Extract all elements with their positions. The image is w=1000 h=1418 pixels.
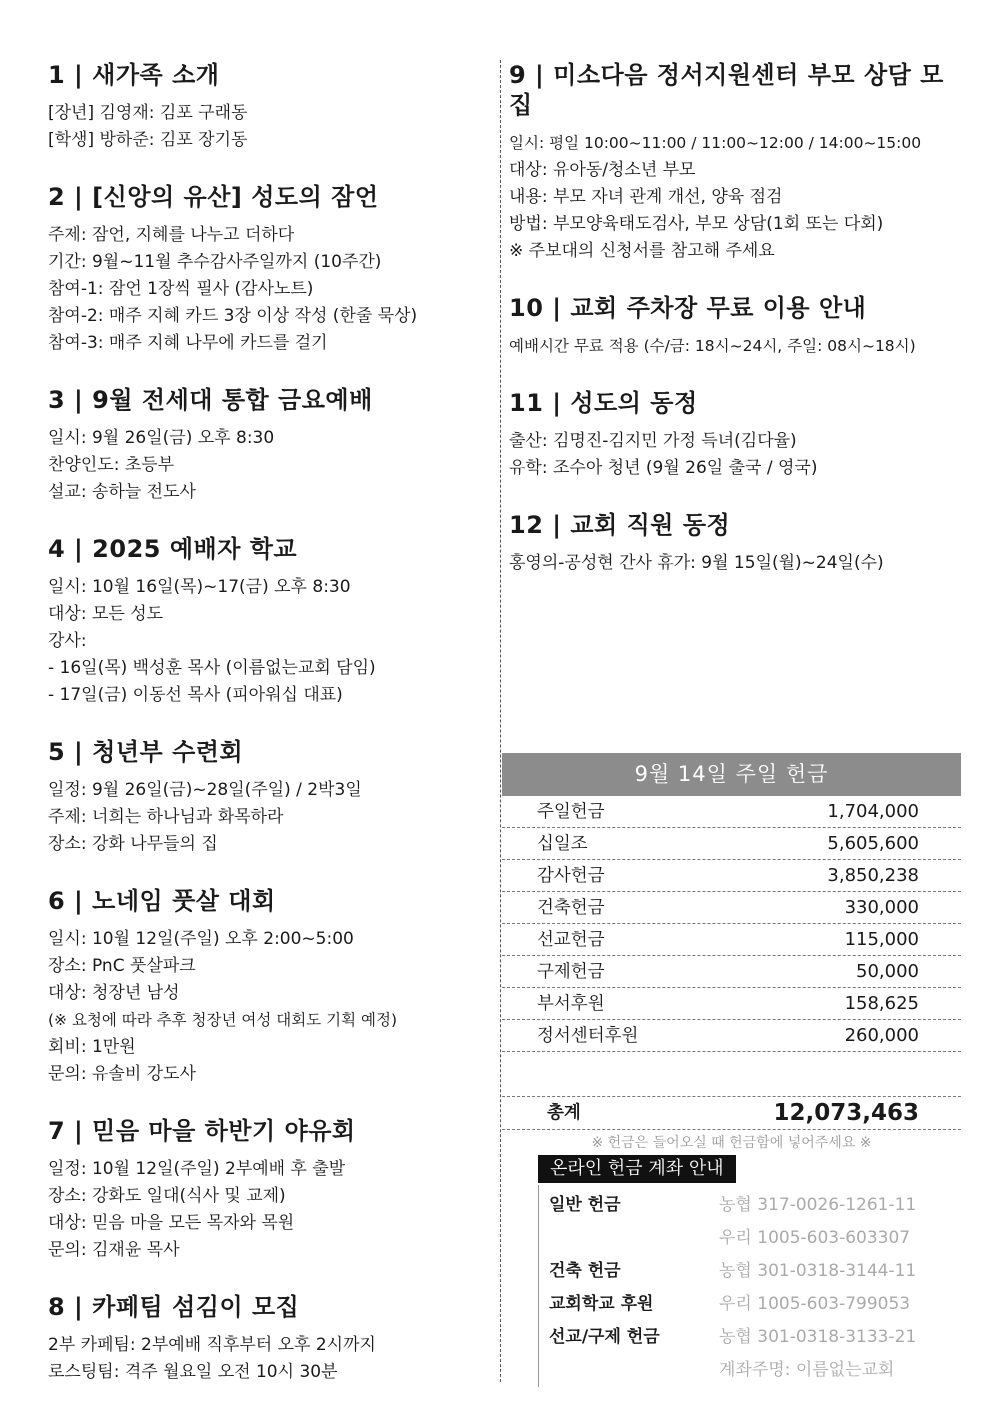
online-offering-accounts [538,1155,958,1387]
offering-value: 260,000 [844,1025,919,1046]
offering-title: 9월 14일 주일 헌금 [502,753,961,796]
account-label: 건축 헌금 [549,1261,621,1281]
account-number: 농협 317-0026-1261-11 [719,1195,917,1215]
section-title: 2 | [신앙의 유산] 성도의 잠언 [48,183,379,211]
account-number: 우리 1005-603-799053 [719,1294,911,1314]
section-title: 3 | 9월 전세대 통합 금요예배 [48,386,373,414]
section-member-news [509,388,961,482]
right-column [509,60,961,605]
section-line: 일시: 평일 10:00~11:00 / 11:00~12:00 / 14:00~15:00 [509,134,922,152]
account-label [539,1354,719,1387]
offering-value: 5,605,600 [827,833,919,854]
section-line: 대상: 모든 성도 [48,604,164,624]
offering-row [502,989,961,1020]
offering-value: 1,704,000 [827,801,919,822]
offering-row [502,1021,961,1052]
section-line: 장소: 강화 나무들의 집 [48,834,218,854]
section-title: 5 | 청년부 수련회 [48,738,244,766]
offering-note: ※ 헌금은 들어오실 때 헌금함에 넣어주세요 ※ [591,1135,872,1151]
offering-label: 건축헌금 [537,898,605,918]
offering-total-value: 12,073,463 [773,1100,919,1126]
section-line: - 16일(목) 백성훈 목사 (이름없는교회 담임) [48,658,376,678]
account-label: 일반 헌금 [549,1195,621,1215]
section-line: 일시: 9월 26일(금) 오후 8:30 [48,428,275,448]
offering-total-row [502,1097,961,1130]
section-line: 출산: 김명진-김지민 가정 득녀(김다율) [509,431,797,451]
account-label [539,1222,719,1255]
section-line: 대상: 청장년 남성 [48,983,180,1003]
offering-label: 구제헌금 [537,962,605,982]
section-new-family [48,60,500,154]
section-line: 방법: 부모양육태도검사, 부모 상담(1회 또는 다회) [509,214,884,234]
offering-value: 115,000 [844,929,919,950]
section-line: 참여-2: 매주 지혜 카드 3장 이상 작성 (한줄 묵상) [48,306,418,326]
offering-row [502,829,961,860]
section-line: 로스팅팀: 격주 월요일 오전 10시 30분 [48,1362,338,1382]
account-row [539,1222,958,1255]
offering-label: 부서후원 [537,994,605,1014]
section-title: 4 | 2025 예배자 학교 [48,535,298,563]
left-column [48,60,500,1414]
section-line: 일정: 9월 26일(금)~28일(주일) / 2박3일 [48,780,362,800]
section-line: 참여-3: 매주 지혜 나무에 카드를 걸기 [48,333,328,353]
offering-total-label: 총계 [547,1103,581,1123]
account-label: 교회학교 후원 [549,1294,654,1314]
section-title: 12 | 교회 직원 동정 [509,511,731,539]
offering-label: 주일헌금 [537,802,605,822]
section-line: 일정: 10월 12일(주일) 2부예배 후 출발 [48,1159,346,1179]
section-title: 11 | 성도의 동정 [509,389,698,417]
section-worship-school [48,534,500,709]
section-title: 7 | 믿음 마을 하반기 야유회 [48,1117,356,1145]
section-line: 홍영의-공성현 간사 휴가: 9월 15일(월)~24일(수) [509,553,884,573]
account-row [539,1288,958,1321]
section-line: [장년] 김영재: 김포 구래동 [48,103,248,123]
account-number: 우리 1005-603-603307 [719,1228,911,1248]
section-line: (※ 요청에 따라 추후 청장년 여성 대회도 기획 예정) [48,1011,397,1029]
offering-row [502,957,961,988]
offering-row [502,861,961,892]
offering-value: 3,850,238 [827,865,919,886]
account-row [539,1255,958,1288]
offering-value: 330,000 [844,897,919,918]
section-counseling [509,60,961,265]
section-picnic [48,1116,500,1264]
section-youth-retreat [48,737,500,858]
account-row [539,1189,958,1222]
section-friday-worship [48,385,500,506]
section-title: 1 | 새가족 소개 [48,61,220,89]
section-futsal [48,886,500,1088]
offering-label: 십일조 [537,834,588,854]
offering-row [502,893,961,924]
section-line: 예배시간 무료 적용 (수/금: 18시~24시, 주일: 08시~18시) [509,337,916,355]
section-line: - 17일(금) 이동선 목사 (피아워십 대표) [48,685,343,705]
section-line: 참여-1: 잠언 1장씩 필사 (감사노트) [48,279,314,299]
section-line: 주제: 잠언, 지혜를 나누고 더하다 [48,225,295,245]
section-line: 기간: 9월~11월 추수감사주일까지 (10주간) [48,252,382,272]
account-number: 농협 301-0318-3144-11 [719,1261,917,1281]
section-line: 내용: 부모 자녀 관계 개선, 양육 점검 [509,187,783,207]
account-label: 선교/구제 헌금 [549,1327,660,1347]
offering-table [502,753,961,1152]
section-parking [509,293,961,360]
section-line: 2부 카페팀: 2부예배 직후부터 오후 2시까지 [48,1335,376,1355]
account-row [539,1354,958,1387]
offering-label: 감사헌금 [537,866,605,886]
section-line: 대상: 믿음 마을 모든 목자와 목원 [48,1213,295,1233]
offering-row [502,797,961,828]
offering-label: 정서센터후원 [537,1026,639,1046]
section-line: 일시: 10월 12일(주일) 오후 2:00~5:00 [48,929,354,949]
section-line: 주제: 너희는 하나님과 화목하라 [48,807,284,827]
section-cafe-team [48,1292,500,1386]
section-line: 대상: 유아동/청소년 부모 [509,160,696,180]
section-line: 회비: 1만원 [48,1037,136,1057]
section-line: 설교: 송하늘 전도사 [48,482,196,502]
section-line: 일시: 10월 16일(목)~17(금) 오후 8:30 [48,577,351,597]
section-line: 장소: 강화도 일대(식사 및 교제) [48,1186,286,1206]
offering-row [502,925,961,956]
section-line: 문의: 김재윤 목사 [48,1240,180,1260]
account-list [538,1185,958,1387]
section-line: 강사: [48,631,87,651]
account-holder: 계좌주명: 이름없는교회 [719,1360,895,1380]
section-line: 찬양인도: 초등부 [48,455,175,475]
section-title: 9 | 미소다음 정서지원센터 부모 상담 모집 [509,61,944,119]
section-line: 문의: 유솔비 강도사 [48,1064,196,1084]
section-title: 6 | 노네임 풋살 대회 [48,887,276,915]
column-divider [500,60,501,1382]
offering-label: 선교헌금 [537,930,605,950]
section-title: 10 | 교회 주차장 무료 이용 안내 [509,294,867,322]
offering-value: 50,000 [856,961,919,982]
account-number: 농협 301-0318-3133-21 [719,1327,917,1347]
online-title: 온라인 헌금 계좌 안내 [538,1155,736,1183]
section-line: 장소: PnC 풋살파크 [48,956,196,976]
account-row [539,1321,958,1354]
section-line: ※ 주보대의 신청서를 참고해 주세요 [509,241,775,261]
section-staff-news [509,510,961,577]
section-line: [학생] 방하준: 김포 장기동 [48,130,248,150]
section-proverbs [48,182,500,357]
section-title: 8 | 카페팀 섬김이 모집 [48,1293,300,1321]
offering-spacer [502,1052,961,1097]
offering-value: 158,625 [844,993,919,1014]
section-line: 유학: 조수아 청년 (9월 26일 출국 / 영국) [509,458,818,478]
